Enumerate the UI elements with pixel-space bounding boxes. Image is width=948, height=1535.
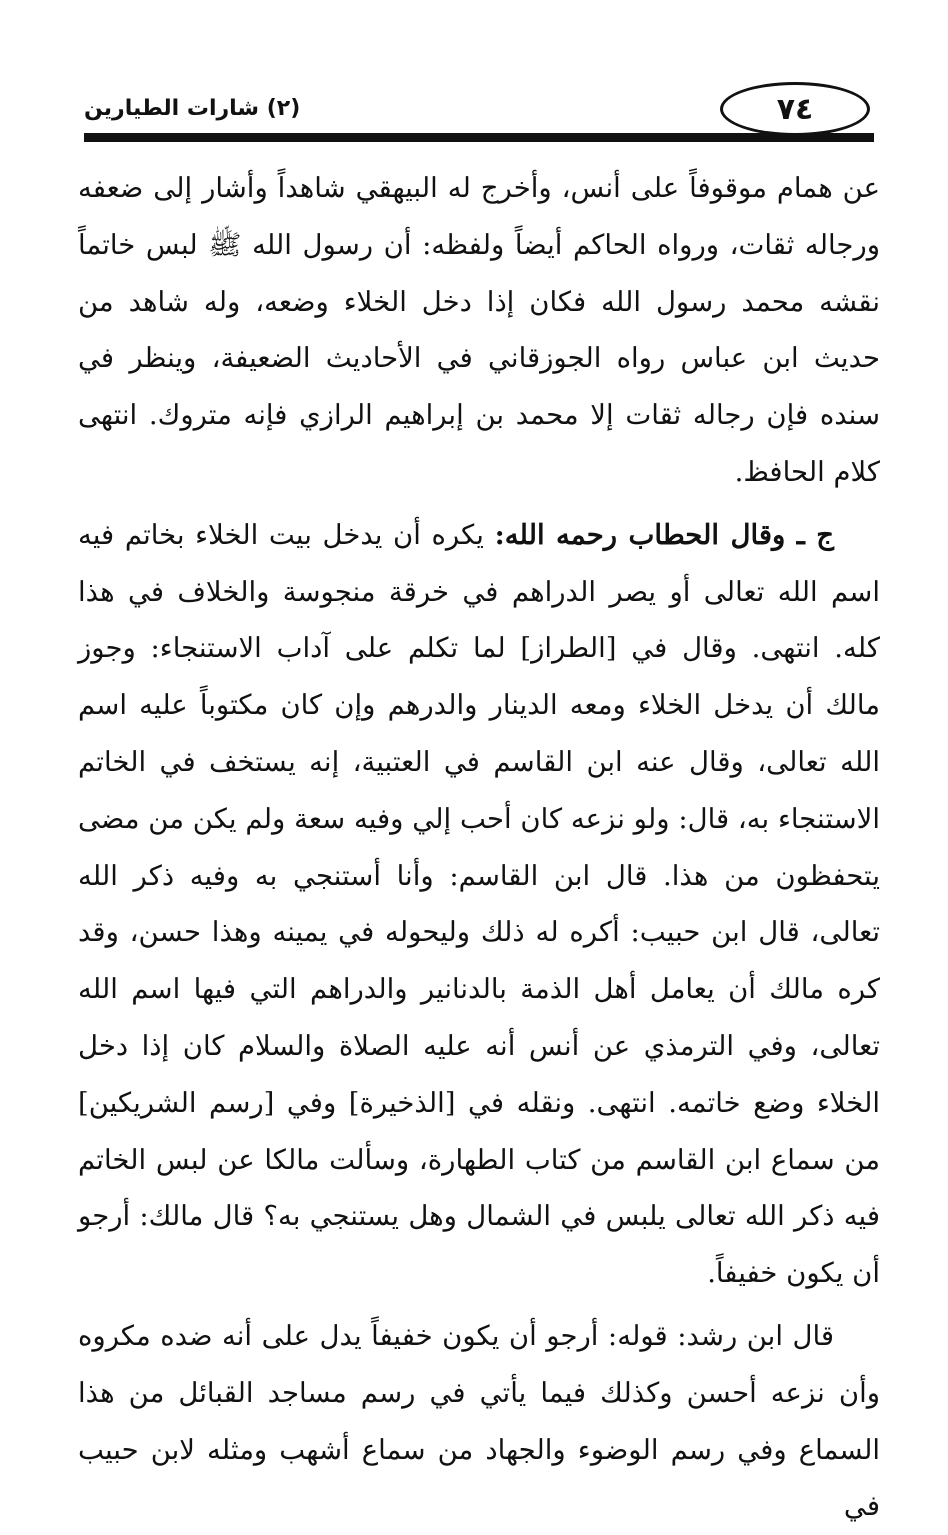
page-number: ٧٤ [720, 82, 870, 136]
running-title: (٢) شارات الطيارين [84, 96, 301, 121]
header-rule [84, 133, 874, 142]
page-header [0, 0, 948, 150]
paragraph-3: قال ابن رشد: قوله: أرجو أن يكون خفيفاً يدل على أنه ضده مكروه وأن نزعه أحسن وكذلك فيما يأتي في رسم مساجد القبائل من هذا السماع وفي رسم الوضوء والجهاد من سماع أشهب ومثله لابن حبيب في [78, 1319, 880, 1523]
paragraph-1: عن همام موقوفاً على أنس، وأخرج له البيهقي شاهداً وأشار إلى ضعفه ورجاله ثقات، ورواه الحاكم أيضاً ولفظه: أن رسول الله ﷺ لبس خاتماً نقشه محمد رسول الله فكان إذا دخل الخلاء وضعه، وله شاهد من حديث ابن عباس رواه الجوزقاني في الأحاديث الضعيفة، وينظر في سنده فإن رجاله ثقات إلا محمد بن إبراهيم الرازي فإنه متروك. انتهى كلام الحافظ. [78, 172, 880, 488]
paragraph-2-lead: ج ـ وقال الحطاب رحمه الله: [494, 518, 835, 551]
paragraph-2 [78, 507, 880, 1302]
body-text [78, 160, 880, 1523]
paragraph-2-text: يكره أن يدخل بيت الخلاء بخاتم فيه اسم الله تعالى أو يصر الدراهم في خرقة منجوسة والخلاف في هذا كله. انتهى. وقال في [الطراز] لما تكلم على آداب الاستنجاء: وجوز مالك أن يدخل الخلاء ومعه الدينار والدرهم وإن كان مكتوباً عليه اسم الله تعالى، وقال عنه ابن القاسم في العتبية، إنه يستخف في الخاتم الاستنجاء به، قال: ولو نزعه كان أحب إلي وفيه سعة ولم يكن من مضى يتحفظون من هذا. قال ابن القاسم: وأنا أستنجي به وفيه ذكر الله تعالى، قال ابن حبيب: أكره له ذلك وليحوله في يمينه وهذا حسن، وقد كره مالك أن يعامل أهل الذمة بالدنانير والدراهم التي فيها اسم الله تعالى، وفي الترمذي عن أنس أنه عليه الصلاة والسلام كان إذا دخل الخلاء وضع خاتمه. انتهى. ونقله في [الذخيرة] وفي [رسم الشريكين] من سماع ابن القاسم من كتاب الطهارة، وسألت مالكا عن لبس الخاتم فيه ذكر الله تعالى يلبس في الشمال وهل يستنجي به؟ قال مالك: أرجو أن يكون خفيفاً. [78, 518, 880, 1290]
